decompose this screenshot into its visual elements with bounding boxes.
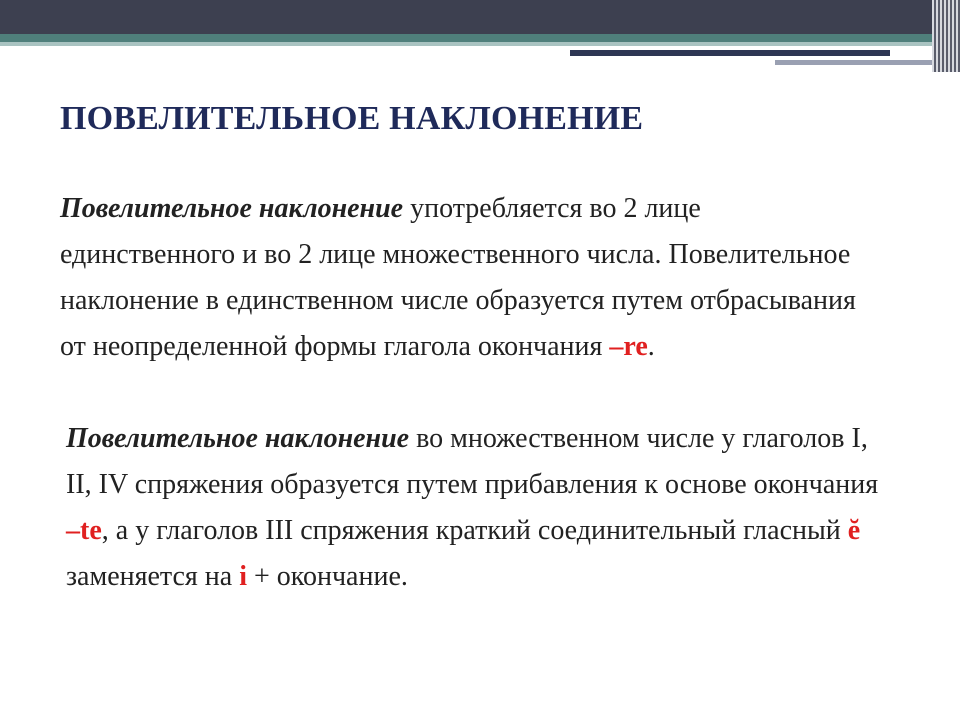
ending-te: –te — [66, 515, 102, 546]
paragraph-singular — [60, 186, 880, 370]
ending-re: –re — [609, 331, 648, 362]
header-accent-gray — [775, 60, 940, 65]
paragraph2-text-d: + окончание. — [247, 561, 408, 592]
term-imperative-2: Повелительное наклонение — [66, 423, 410, 454]
paragraph1-text-a: употребляется во 2 лице единственного и во 2 лице множественного числа. Повелительное наклонение в единственном числе образуется путем отбрасывания от неопределенной формы глагола окончания — [60, 193, 856, 362]
header-accent-navy — [570, 50, 890, 56]
paragraph-plural — [60, 416, 880, 600]
slide-body — [60, 186, 880, 600]
header-bar-teal — [0, 34, 945, 42]
replacement-i: i — [239, 561, 248, 592]
paragraph2-text-c: заменяется на — [66, 561, 240, 592]
paragraph2-text-b: , а у глаголов III спряжения краткий соединительный гласный — [101, 515, 848, 546]
header-bar-dark — [0, 0, 960, 34]
paragraph2-text-a: во множественном числе у глаголов I, II, IV спряжения образуется путем прибавления к основе окончания — [66, 423, 879, 500]
paragraph1-text-b: . — [647, 331, 655, 362]
paragraph-spacer — [60, 370, 880, 416]
vowel-e-breve: ĕ — [847, 515, 861, 546]
term-imperative-1: Повелительное наклонение — [60, 193, 404, 224]
header-bar-teal-light — [0, 42, 945, 46]
header-stripes-decoration — [932, 0, 960, 72]
slide-title: ПОВЕЛИТЕЛЬНОЕ НАКЛОНЕНИЕ — [60, 100, 644, 137]
